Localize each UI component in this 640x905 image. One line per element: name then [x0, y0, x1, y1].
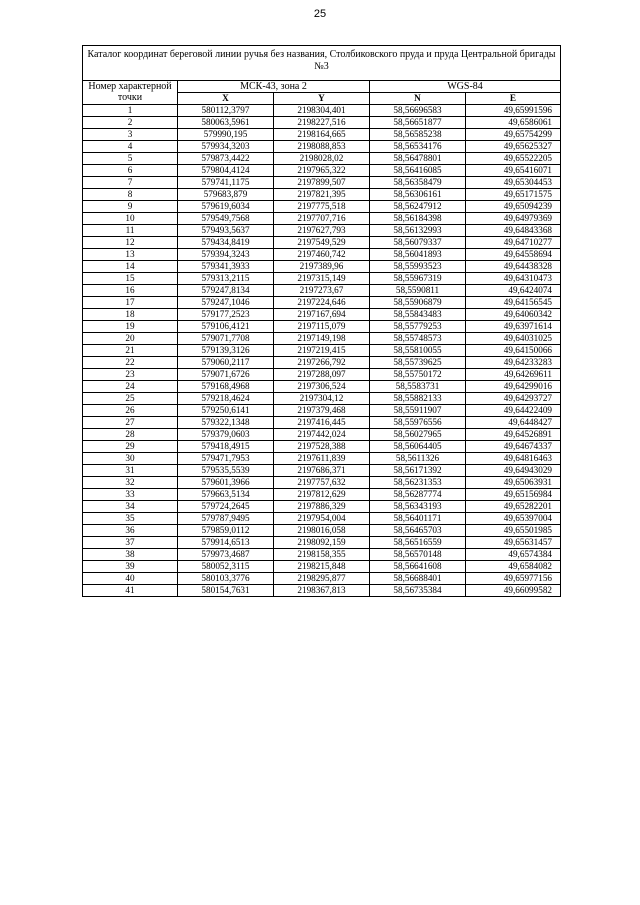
x-coordinate-cell: 579247,8134 — [178, 285, 274, 297]
point-number-cell: 41 — [83, 585, 178, 597]
table-row — [83, 513, 561, 525]
table-row — [83, 357, 561, 369]
y-coordinate-cell: 2197611,839 — [274, 453, 370, 465]
point-number-cell: 22 — [83, 357, 178, 369]
y-coordinate-cell: 2198016,058 — [274, 525, 370, 537]
point-number-cell: 37 — [83, 537, 178, 549]
point-number-cell: 3 — [83, 129, 178, 141]
y-coordinate-cell: 2197288,097 — [274, 369, 370, 381]
x-coordinate-cell: 579218,4624 — [178, 393, 274, 405]
n-coordinate-cell: 58,55739625 — [370, 357, 466, 369]
y-coordinate-cell: 2197224,646 — [274, 297, 370, 309]
point-number-cell: 16 — [83, 285, 178, 297]
y-coordinate-cell: 2197757,632 — [274, 477, 370, 489]
e-coordinate-cell: 49,6584082 — [466, 561, 561, 573]
n-coordinate-cell: 58,56696583 — [370, 105, 466, 117]
y-coordinate-cell: 2197965,322 — [274, 165, 370, 177]
table-row — [83, 549, 561, 561]
table-row — [83, 405, 561, 417]
point-number-cell: 34 — [83, 501, 178, 513]
table-row — [83, 309, 561, 321]
msk-43-header: МСК-43, зона 2 — [178, 81, 370, 93]
e-coordinate-cell: 49,63971614 — [466, 321, 561, 333]
point-number-cell: 11 — [83, 225, 178, 237]
n-coordinate-cell: 58,56401171 — [370, 513, 466, 525]
n-coordinate-cell: 58,56688401 — [370, 573, 466, 585]
table-row — [83, 237, 561, 249]
table-row — [83, 117, 561, 129]
point-number-cell: 38 — [83, 549, 178, 561]
e-coordinate-cell: 49,64233283 — [466, 357, 561, 369]
y-coordinate-cell: 2197627,793 — [274, 225, 370, 237]
table-row — [83, 525, 561, 537]
n-coordinate-cell: 58,56027965 — [370, 429, 466, 441]
n-coordinate-cell: 58,55748573 — [370, 333, 466, 345]
e-coordinate-cell: 49,65754299 — [466, 129, 561, 141]
x-coordinate-cell: 579663,5134 — [178, 489, 274, 501]
point-number-cell: 9 — [83, 201, 178, 213]
point-number-cell: 26 — [83, 405, 178, 417]
e-coordinate-cell: 49,6574384 — [466, 549, 561, 561]
y-coordinate-cell: 2197528,388 — [274, 441, 370, 453]
table-row — [83, 573, 561, 585]
n-coordinate-cell: 58,55993523 — [370, 261, 466, 273]
x-coordinate-cell: 579434,8419 — [178, 237, 274, 249]
n-coordinate-cell: 58,56306161 — [370, 189, 466, 201]
x-coordinate-cell: 579619,6034 — [178, 201, 274, 213]
y-coordinate-cell: 2197899,507 — [274, 177, 370, 189]
y-coordinate-cell: 2198295,877 — [274, 573, 370, 585]
point-number-cell: 15 — [83, 273, 178, 285]
n-coordinate-cell: 58,55976556 — [370, 417, 466, 429]
table-row — [83, 345, 561, 357]
point-number-cell: 40 — [83, 573, 178, 585]
x-coordinate-cell: 579418,4915 — [178, 441, 274, 453]
x-coordinate-cell: 579787,9495 — [178, 513, 274, 525]
point-number-cell: 36 — [83, 525, 178, 537]
column-y-header: Y — [274, 93, 370, 105]
point-number-cell: 25 — [83, 393, 178, 405]
n-coordinate-cell: 58,56247912 — [370, 201, 466, 213]
table-row — [83, 201, 561, 213]
table-row — [83, 141, 561, 153]
y-coordinate-cell: 2197460,742 — [274, 249, 370, 261]
n-coordinate-cell: 58,56184398 — [370, 213, 466, 225]
table-row — [83, 489, 561, 501]
x-coordinate-cell: 579250,6141 — [178, 405, 274, 417]
n-coordinate-cell: 58,56570148 — [370, 549, 466, 561]
table-row — [83, 429, 561, 441]
point-number-cell: 35 — [83, 513, 178, 525]
x-coordinate-cell: 579914,6513 — [178, 537, 274, 549]
e-coordinate-cell: 49,65094239 — [466, 201, 561, 213]
table-row — [83, 369, 561, 381]
point-number-cell: 23 — [83, 369, 178, 381]
x-coordinate-cell: 579247,1046 — [178, 297, 274, 309]
e-coordinate-cell: 49,64150066 — [466, 345, 561, 357]
table-row — [83, 297, 561, 309]
table-body — [83, 105, 561, 597]
y-coordinate-cell: 2197821,395 — [274, 189, 370, 201]
n-coordinate-cell: 58,56735384 — [370, 585, 466, 597]
x-coordinate-cell: 579313,2115 — [178, 273, 274, 285]
e-coordinate-cell: 49,65625327 — [466, 141, 561, 153]
x-coordinate-cell: 579724,2645 — [178, 501, 274, 513]
point-number-cell: 18 — [83, 309, 178, 321]
table-row — [83, 213, 561, 225]
point-number-cell: 21 — [83, 345, 178, 357]
e-coordinate-cell: 49,64293727 — [466, 393, 561, 405]
point-number-cell: 32 — [83, 477, 178, 489]
point-number-cell: 27 — [83, 417, 178, 429]
x-coordinate-cell: 579535,5539 — [178, 465, 274, 477]
table-row — [83, 393, 561, 405]
point-number-cell: 2 — [83, 117, 178, 129]
x-coordinate-cell: 579071,6726 — [178, 369, 274, 381]
e-coordinate-cell: 49,65171575 — [466, 189, 561, 201]
table-row — [83, 477, 561, 489]
point-number-cell: 8 — [83, 189, 178, 201]
point-number-cell: 1 — [83, 105, 178, 117]
n-coordinate-cell: 58,56343193 — [370, 501, 466, 513]
x-coordinate-cell: 579934,3203 — [178, 141, 274, 153]
n-coordinate-cell: 58,5583731 — [370, 381, 466, 393]
e-coordinate-cell: 49,65397004 — [466, 513, 561, 525]
x-coordinate-cell: 579071,7708 — [178, 333, 274, 345]
x-coordinate-cell: 579973,4687 — [178, 549, 274, 561]
y-coordinate-cell: 2197707,716 — [274, 213, 370, 225]
table-row — [83, 561, 561, 573]
e-coordinate-cell: 49,6448427 — [466, 417, 561, 429]
point-number-cell: 30 — [83, 453, 178, 465]
point-number-cell: 28 — [83, 429, 178, 441]
n-coordinate-cell: 58,5611326 — [370, 453, 466, 465]
column-e-header: E — [466, 93, 561, 105]
e-coordinate-cell: 49,66099582 — [466, 585, 561, 597]
e-coordinate-cell: 49,65304453 — [466, 177, 561, 189]
y-coordinate-cell: 2197379,468 — [274, 405, 370, 417]
x-coordinate-cell: 579106,4121 — [178, 321, 274, 333]
x-coordinate-cell: 579322,1348 — [178, 417, 274, 429]
y-coordinate-cell: 2197219,415 — [274, 345, 370, 357]
e-coordinate-cell: 49,64843368 — [466, 225, 561, 237]
x-coordinate-cell: 580154,7631 — [178, 585, 274, 597]
e-coordinate-cell: 49,64269611 — [466, 369, 561, 381]
e-coordinate-cell: 49,65977156 — [466, 573, 561, 585]
n-coordinate-cell: 58,56358479 — [370, 177, 466, 189]
y-coordinate-cell: 2197306,524 — [274, 381, 370, 393]
n-coordinate-cell: 58,56651877 — [370, 117, 466, 129]
x-coordinate-cell: 580103,3776 — [178, 573, 274, 585]
x-coordinate-cell: 579549,7568 — [178, 213, 274, 225]
n-coordinate-cell: 58,56585238 — [370, 129, 466, 141]
x-coordinate-cell: 580052,3115 — [178, 561, 274, 573]
e-coordinate-cell: 49,64310473 — [466, 273, 561, 285]
e-coordinate-cell: 49,65991596 — [466, 105, 561, 117]
point-number-cell: 5 — [83, 153, 178, 165]
e-coordinate-cell: 49,64943029 — [466, 465, 561, 477]
y-coordinate-cell: 2197686,371 — [274, 465, 370, 477]
y-coordinate-cell: 2197304,12 — [274, 393, 370, 405]
y-coordinate-cell: 2198227,516 — [274, 117, 370, 129]
table-row — [83, 273, 561, 285]
table-row — [83, 165, 561, 177]
y-coordinate-cell: 2198215,848 — [274, 561, 370, 573]
point-number-cell: 19 — [83, 321, 178, 333]
n-coordinate-cell: 58,55911907 — [370, 405, 466, 417]
e-coordinate-cell: 49,64438328 — [466, 261, 561, 273]
point-number-cell: 33 — [83, 489, 178, 501]
e-coordinate-cell: 49,65416071 — [466, 165, 561, 177]
table-row — [83, 333, 561, 345]
table-row — [83, 501, 561, 513]
table-row — [83, 381, 561, 393]
point-number-cell: 7 — [83, 177, 178, 189]
y-coordinate-cell: 2197149,198 — [274, 333, 370, 345]
e-coordinate-cell: 49,64156545 — [466, 297, 561, 309]
y-coordinate-cell: 2198092,159 — [274, 537, 370, 549]
point-number-cell: 6 — [83, 165, 178, 177]
x-coordinate-cell: 579394,3243 — [178, 249, 274, 261]
x-coordinate-cell: 579683,879 — [178, 189, 274, 201]
table-row — [83, 453, 561, 465]
column-x-header: X — [178, 93, 274, 105]
n-coordinate-cell: 58,56534176 — [370, 141, 466, 153]
n-coordinate-cell: 58,56287774 — [370, 489, 466, 501]
x-coordinate-cell: 579341,3933 — [178, 261, 274, 273]
point-number-cell: 4 — [83, 141, 178, 153]
x-coordinate-cell: 579168,4968 — [178, 381, 274, 393]
coordinate-catalog-table — [82, 45, 561, 597]
n-coordinate-cell: 58,56231353 — [370, 477, 466, 489]
n-coordinate-cell: 58,56171392 — [370, 465, 466, 477]
e-coordinate-cell: 49,6586061 — [466, 117, 561, 129]
point-number-cell: 39 — [83, 561, 178, 573]
table-row — [83, 189, 561, 201]
x-coordinate-cell: 579177,2523 — [178, 309, 274, 321]
y-coordinate-cell: 2197389,96 — [274, 261, 370, 273]
n-coordinate-cell: 58,56041893 — [370, 249, 466, 261]
y-coordinate-cell: 2197416,445 — [274, 417, 370, 429]
n-coordinate-cell: 58,55779253 — [370, 321, 466, 333]
table-caption: Каталог координат береговой линии ручья без названия, Столбиковского пруда и пруда Центральной бригады №3 — [83, 46, 561, 81]
point-number-cell: 12 — [83, 237, 178, 249]
x-coordinate-cell: 579804,4124 — [178, 165, 274, 177]
n-coordinate-cell: 58,56416085 — [370, 165, 466, 177]
table-row — [83, 417, 561, 429]
point-number-cell: 13 — [83, 249, 178, 261]
y-coordinate-cell: 2197886,329 — [274, 501, 370, 513]
e-coordinate-cell: 49,64979369 — [466, 213, 561, 225]
x-coordinate-cell: 579873,4422 — [178, 153, 274, 165]
x-coordinate-cell: 579741,1175 — [178, 177, 274, 189]
y-coordinate-cell: 2197315,149 — [274, 273, 370, 285]
n-coordinate-cell: 58,55967319 — [370, 273, 466, 285]
table-row — [83, 225, 561, 237]
y-coordinate-cell: 2198164,665 — [274, 129, 370, 141]
e-coordinate-cell: 49,64710277 — [466, 237, 561, 249]
y-coordinate-cell: 2197167,694 — [274, 309, 370, 321]
x-coordinate-cell: 579990,195 — [178, 129, 274, 141]
y-coordinate-cell: 2198158,355 — [274, 549, 370, 561]
x-coordinate-cell: 579859,0112 — [178, 525, 274, 537]
n-coordinate-cell: 58,56641608 — [370, 561, 466, 573]
point-number-cell: 17 — [83, 297, 178, 309]
page-number: 25 — [313, 8, 327, 20]
x-coordinate-cell: 579601,3966 — [178, 477, 274, 489]
point-number-cell: 14 — [83, 261, 178, 273]
e-coordinate-cell: 49,65156984 — [466, 489, 561, 501]
x-coordinate-cell: 579379,0603 — [178, 429, 274, 441]
y-coordinate-cell: 2197115,079 — [274, 321, 370, 333]
e-coordinate-cell: 49,65631457 — [466, 537, 561, 549]
n-coordinate-cell: 58,56478801 — [370, 153, 466, 165]
table-row — [83, 585, 561, 597]
n-coordinate-cell: 58,55906879 — [370, 297, 466, 309]
table-row — [83, 441, 561, 453]
column-n-header: N — [370, 93, 466, 105]
n-coordinate-cell: 58,5590811 — [370, 285, 466, 297]
e-coordinate-cell: 49,64558694 — [466, 249, 561, 261]
wgs-84-header: WGS-84 — [370, 81, 561, 93]
y-coordinate-cell: 2198028,02 — [274, 153, 370, 165]
e-coordinate-cell: 49,65282201 — [466, 501, 561, 513]
e-coordinate-cell: 49,64422409 — [466, 405, 561, 417]
n-coordinate-cell: 58,55882133 — [370, 393, 466, 405]
table-row — [83, 249, 561, 261]
e-coordinate-cell: 49,64060342 — [466, 309, 561, 321]
y-coordinate-cell: 2197549,529 — [274, 237, 370, 249]
point-number-cell: 24 — [83, 381, 178, 393]
table-row — [83, 261, 561, 273]
e-coordinate-cell: 49,6424074 — [466, 285, 561, 297]
n-coordinate-cell: 58,56079337 — [370, 237, 466, 249]
y-coordinate-cell: 2197266,792 — [274, 357, 370, 369]
n-coordinate-cell: 58,56064405 — [370, 441, 466, 453]
point-number-cell: 29 — [83, 441, 178, 453]
y-coordinate-cell: 2197775,518 — [274, 201, 370, 213]
table-row — [83, 465, 561, 477]
table-row — [83, 321, 561, 333]
x-coordinate-cell: 580063,5961 — [178, 117, 274, 129]
x-coordinate-cell: 580112,3797 — [178, 105, 274, 117]
n-coordinate-cell: 58,55750172 — [370, 369, 466, 381]
e-coordinate-cell: 49,64526891 — [466, 429, 561, 441]
e-coordinate-cell: 49,65063931 — [466, 477, 561, 489]
x-coordinate-cell: 579493,5637 — [178, 225, 274, 237]
e-coordinate-cell: 49,65522205 — [466, 153, 561, 165]
y-coordinate-cell: 2198367,813 — [274, 585, 370, 597]
e-coordinate-cell: 49,64816463 — [466, 453, 561, 465]
y-coordinate-cell: 2198304,401 — [274, 105, 370, 117]
n-coordinate-cell: 58,56132993 — [370, 225, 466, 237]
table-row — [83, 153, 561, 165]
table-row — [83, 105, 561, 117]
n-coordinate-cell: 58,56516559 — [370, 537, 466, 549]
x-coordinate-cell: 579471,7953 — [178, 453, 274, 465]
y-coordinate-cell: 2197954,004 — [274, 513, 370, 525]
y-coordinate-cell: 2197273,67 — [274, 285, 370, 297]
n-coordinate-cell: 58,55810055 — [370, 345, 466, 357]
e-coordinate-cell: 49,65501985 — [466, 525, 561, 537]
point-number-cell: 31 — [83, 465, 178, 477]
y-coordinate-cell: 2198088,853 — [274, 141, 370, 153]
e-coordinate-cell: 49,64299016 — [466, 381, 561, 393]
x-coordinate-cell: 579060,2117 — [178, 357, 274, 369]
table-row — [83, 129, 561, 141]
e-coordinate-cell: 49,64674337 — [466, 441, 561, 453]
x-coordinate-cell: 579139,3126 — [178, 345, 274, 357]
e-coordinate-cell: 49,64031025 — [466, 333, 561, 345]
table-row — [83, 537, 561, 549]
point-number-header: Номер характерной точки — [83, 81, 178, 105]
y-coordinate-cell: 2197442,024 — [274, 429, 370, 441]
table-row — [83, 285, 561, 297]
point-number-cell: 10 — [83, 213, 178, 225]
y-coordinate-cell: 2197812,629 — [274, 489, 370, 501]
n-coordinate-cell: 58,55843483 — [370, 309, 466, 321]
point-number-cell: 20 — [83, 333, 178, 345]
n-coordinate-cell: 58,56465703 — [370, 525, 466, 537]
table-row — [83, 177, 561, 189]
